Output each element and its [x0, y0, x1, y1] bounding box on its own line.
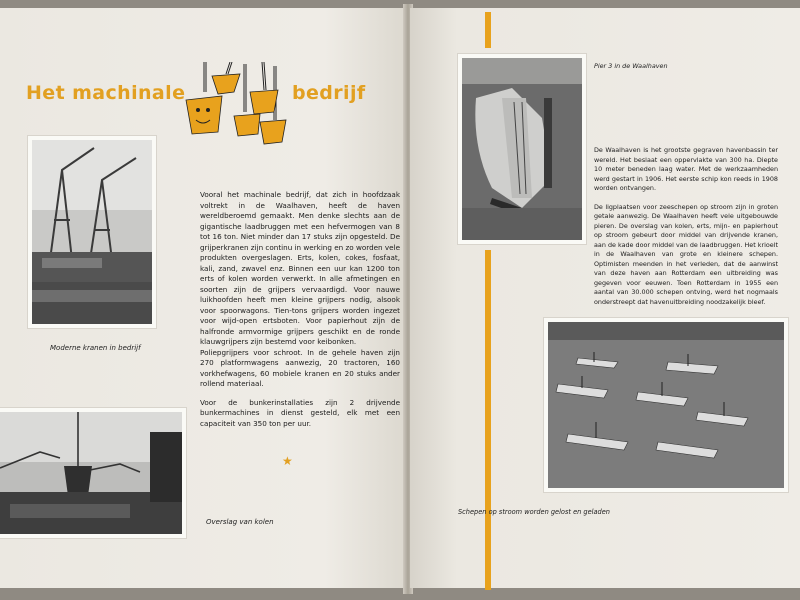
paragraph-3: Voor de bunkerinstallaties zijn 2 drijvende bunkermachines in dienst gesteld, elk met een capaciteit van 350 ton per uur. [200, 397, 400, 428]
ships-image [548, 322, 784, 488]
right-paragraph-1: De Waalhaven is het grootste gegraven havenbassin ter wereld. Het beslaat een oppervlakte van 300 ha. Diepte 10 meter beneden laag water. Met de werkzaamheden werd gestart in 1906. Het eerste schip kon reeds in 1908 worden ontvangen. [594, 146, 778, 192]
paragraph-2: Poliepgrijpers voor schroot. In de gehele haven zijn 270 platformwagens aanwezig, 20 tractoren, 160 vorkhefwagens, 60 mobiele kranen en 20 stuks ander rollend materiaal. [200, 347, 400, 388]
coal-caption: Overslag van kolen [206, 518, 274, 526]
coal-photo [0, 408, 186, 538]
body-text [200, 190, 400, 437]
paragraph-1: Vooral het machinale bedrijf, dat zich in hoofdzaak voltrekt in de Waalhaven, heeft de haven wereldberoemd gemaakt. Men denke slechts aan de gigantische laadbruggen met een hefvermogen van 8 tot 16 ton. Niet minder dan 17 stuks zijn opgesteld. De grijperkranen zijn continu in werking en zo worden vele produkten overgeslagen. Erts, kolen, cokes, fosfaat, kali, zand, zwavel enz. Binnen een uur kan 1200 ton erts of kolen worden verwerkt. In alle afmetingen en soorten zijn de grijpers vervaardigd. Voor nauwe luikhoofden heeft men kleine grijpers nodig, alsook voor spoorwagons. Tien-tons grijpers worden ingezet voor wijd-open ertsboten. Voor papierhout zijn de halfronde armvormige grijpers geschikt en de ronde klauwgrijpers zijn bestemd voor keibonken. [200, 190, 400, 346]
left-page [0, 8, 406, 588]
title-part2: bedrijf [292, 82, 366, 104]
pier-image [462, 58, 582, 240]
ships-photo [544, 318, 788, 492]
cranes-caption: Moderne kranen in bedrijf [50, 344, 141, 352]
coal-image [0, 412, 182, 534]
orange-bar-top [485, 12, 491, 48]
pier-photo [458, 54, 586, 244]
cranes-photo [28, 136, 156, 328]
orange-bar-bottom [485, 250, 491, 590]
grab-buckets-illustration [182, 62, 290, 146]
pier-caption: Pier 3 in de Waalhaven [594, 62, 668, 70]
right-paragraph-2: De ligplaatsen voor zeeschepen op stroom zijn in groten getale aanwezig. De Waalhaven heeft vele uitgebouwde pieren. De overslag van kolen, erts, mijn- en papierhout op stroom gebeurt door middel van drijvende kranen, aan de kade door middel van de laadbruggen. Het krioelt in de Waalhaven van grote en kleinere schepen. Optimisten meenden in het verleden, dat de aanwinst van deze haven aan Rotterdam een uitbreiding was gegeven voor eeuwen. Toen Rotterdam in 1955 een aantal van 30.000 schepen ontving, werd het nogmaals onderstreept dat havenuitbreiding noodzakelijk bleef. [594, 202, 778, 306]
title-part1: Het machinale [26, 82, 186, 104]
ships-caption: Schepen op stroom worden gelost en geladen [458, 508, 610, 516]
right-body-text [594, 146, 778, 316]
star-ornament: ★ [282, 454, 293, 468]
cranes-image [32, 140, 152, 324]
